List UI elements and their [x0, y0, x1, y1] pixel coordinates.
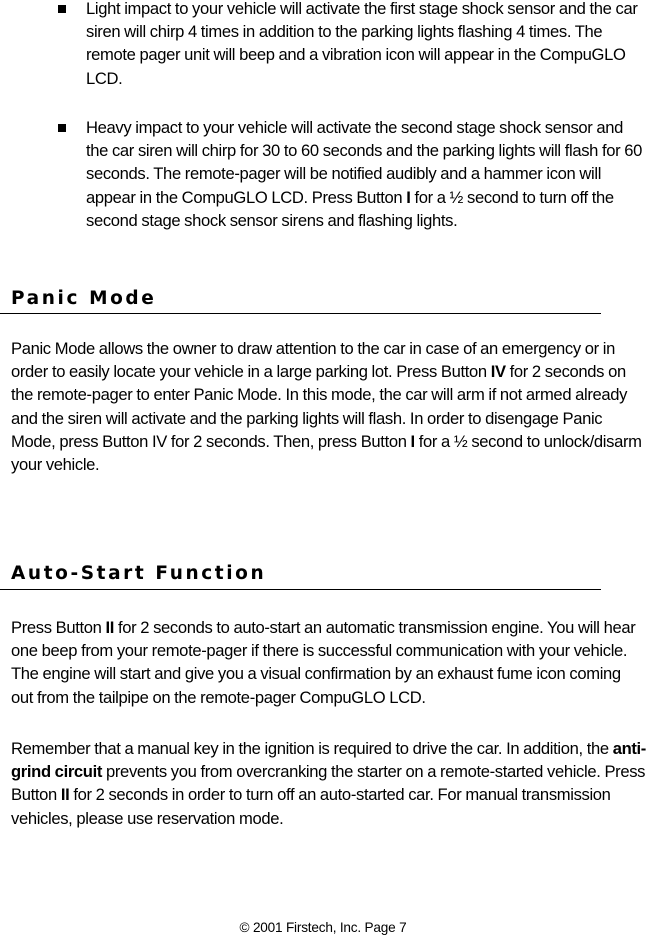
paragraph-text: for a ½ second to unlock/disarm your vehicle. [11, 431, 642, 475]
section-divider [0, 313, 601, 314]
paragraph-text: for 2 seconds on the remote-pager to enter Panic Mode. In this mode, the car will arm if not armed already and the siren will activate and the parking lights will flash. In order to disengage Panic Mode, press Button IV for 2 seconds. Then, press Button [11, 362, 628, 451]
panic-mode-paragraph [11, 337, 646, 476]
section-title-auto-start: Auto-Start Function [11, 563, 267, 584]
page-footer: © 2001 Firstech, Inc. Page 7 [239, 920, 407, 935]
paragraph-text: Press Button [11, 618, 106, 637]
paragraph-text: Panic Mode allows the owner to draw attention to the car in case of an emergency or in order to easily locate your vehicle in a large parking lot. Press Button [11, 339, 616, 382]
bullet-item-light-impact [86, 0, 646, 90]
auto-start-paragraph-2 [11, 737, 646, 830]
section-divider [0, 589, 601, 590]
button-ref: IV [490, 362, 506, 382]
section-title-panic-mode: Panic Mode [11, 288, 157, 309]
bullet-text: Light impact to your vehicle will activate the first stage shock sensor and the car siren will chirp 4 times in addition to the parking lights flashing 4 times. The remote pager unit will beep and a vibration icon will appear in the CompuGLO LCD. [86, 0, 638, 88]
bullet-text: for a ½ second to turn off the second stage shock sensor sirens and flashing lights. [86, 187, 614, 230]
button-ref: II [60, 785, 70, 805]
bullet-item-heavy-impact [86, 116, 646, 232]
bullet-text: Heavy impact to your vehicle will activate the second stage shock sensor and the car siren will chirp for 30 to 60 seconds and the parking lights will flash for 60 seconds. The remote-pager will be notified audibly and a hammer icon will appear in the CompuGLO LCD. Press Button [86, 118, 643, 207]
button-ref: II [105, 618, 114, 637]
paragraph-text: for 2 seconds to auto-start an automatic transmission engine. You will hear one beep from your remote-pager if there is successful communication with your vehicle. The engine will start and give you a visual confirmation by an exhaust fume icon coming out from the tailpipe on the remote-pager CompuGLO LCD. [11, 618, 636, 707]
bullet-marker [58, 5, 66, 13]
paragraph-text: for 2 seconds in order to turn off an auto-started car. For manual transmission vehicles, please use reservation mode. [11, 785, 611, 828]
paragraph-text: Remember that a manual key in the ignition is required to drive the car. In addition, the [11, 739, 613, 758]
term-anti-grind-circuit: anti-grind circuit [11, 739, 646, 782]
auto-start-paragraph-1 [11, 616, 646, 709]
bullet-marker [58, 124, 66, 132]
paragraph-text: prevents you from overcranking the starter on a remote-started vehicle. Press Button [11, 762, 646, 805]
button-ref: I [406, 187, 411, 207]
button-ref: I [410, 431, 415, 451]
